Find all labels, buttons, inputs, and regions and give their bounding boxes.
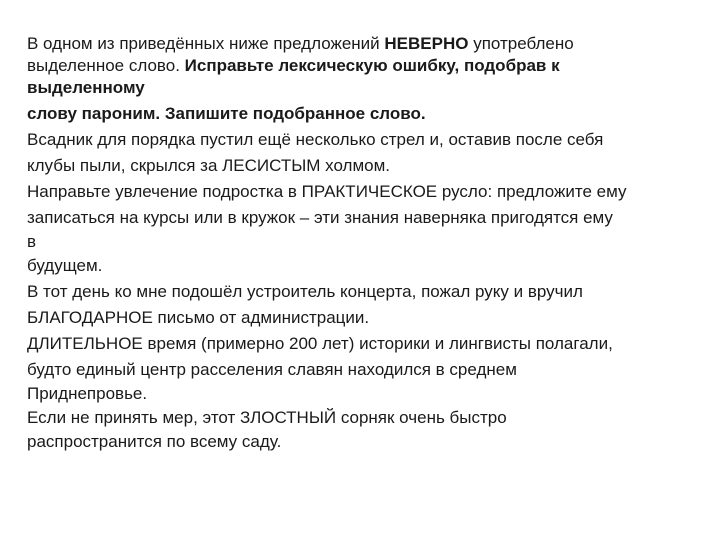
task-text: употреблено [468, 34, 574, 53]
task-line-1 [27, 33, 697, 55]
sentence-line: в [27, 232, 37, 251]
sentence-line: будто единый центр расселения славян находился в среднем [27, 360, 517, 379]
task-line-4: слову пароним. Запишите подобранное слово. [27, 104, 426, 123]
sentence-line: Приднепровье. [27, 384, 148, 403]
task-line-2 [27, 55, 697, 77]
slide-content [27, 33, 697, 453]
sentence-line: клубы пыли, скрылся за ЛЕСИСТЫМ холмом. [27, 156, 391, 175]
sentence-line: В тот день ко мне подошёл устроитель концерта, пожал руку и вручил [27, 282, 583, 301]
sentence-line: записаться на курсы или в кружок – эти знания наверняка пригодятся ему [27, 208, 613, 227]
task-emphasis: НЕВЕРНО [384, 34, 469, 53]
sentence-line: БЛАГОДАРНОЕ письмо от администрации. [27, 308, 370, 327]
sentence-line: распространится по всему саду. [27, 432, 282, 451]
sentence-line: будущем. [27, 256, 103, 275]
task-text: выделенное слово. [27, 56, 185, 75]
sentence-line: Если не принять мер, этот ЗЛОСТНЫЙ сорняк очень быстро [27, 408, 507, 427]
sentence-line: Направьте увлечение подростка в ПРАКТИЧЕСКОЕ русло: предложите ему [27, 182, 627, 201]
task-instruction: Исправьте лексическую ошибку, подобрав к [184, 56, 560, 75]
sentence-line: ДЛИТЕЛЬНОЕ время (примерно 200 лет) историки и лингвисты полагали, [27, 334, 613, 353]
task-line-3: выделенному [27, 78, 145, 97]
sentence-line: Всадник для порядка пустил ещё несколько стрел и, оставив после себя [27, 130, 604, 149]
task-text: В одном из приведённых ниже предложений [27, 34, 385, 53]
